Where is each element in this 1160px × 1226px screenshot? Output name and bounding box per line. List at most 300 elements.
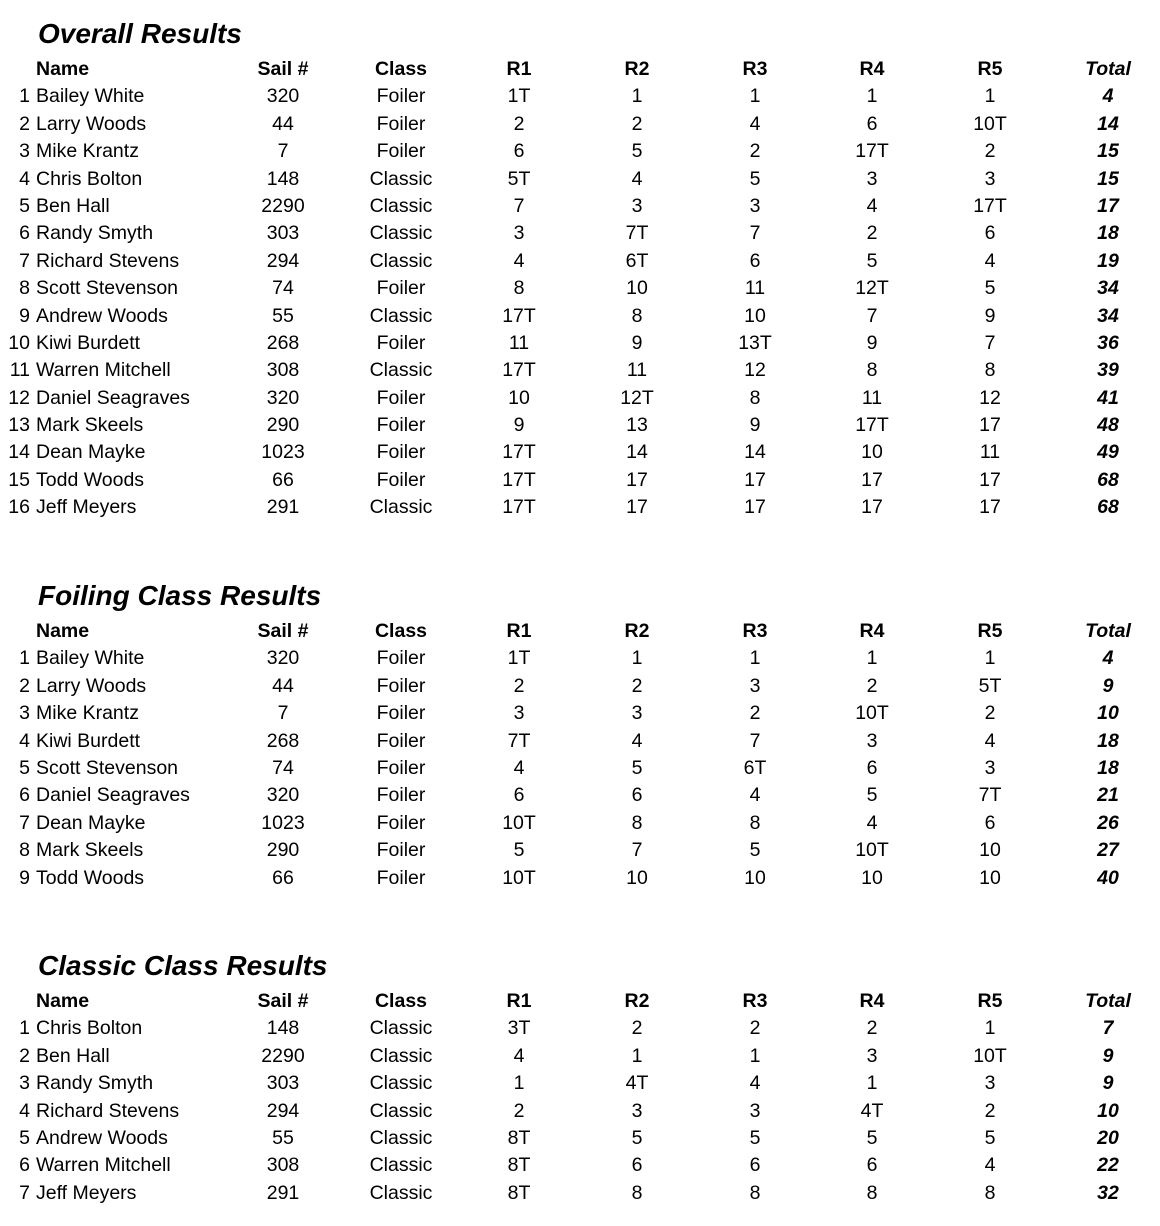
race-3-score: 10 xyxy=(744,304,766,327)
total-points: 9 xyxy=(1102,674,1114,697)
race-5-score: 10 xyxy=(979,866,1001,889)
race-1-score: 4 xyxy=(513,1044,525,1067)
total-points: 27 xyxy=(1097,839,1119,862)
race-3-score: 8 xyxy=(749,811,761,834)
sailor-name: Randy Smyth xyxy=(36,222,154,245)
race-1-score: 3T xyxy=(507,1017,531,1040)
table-row xyxy=(0,83,1160,110)
results-table xyxy=(0,56,1160,522)
position: 7 xyxy=(19,811,30,834)
sail-number: 291 xyxy=(266,496,300,519)
boat-class: Classic xyxy=(369,222,433,245)
table-row xyxy=(0,303,1160,330)
table-row xyxy=(0,837,1160,864)
boat-class: Classic xyxy=(369,167,433,190)
race-3-score: 7 xyxy=(749,729,761,752)
total-points: 19 xyxy=(1097,249,1119,272)
race-5-score: 5 xyxy=(984,277,996,300)
boat-class: Classic xyxy=(369,1154,433,1177)
total-points: 32 xyxy=(1097,1181,1119,1204)
sailor-name: Dean Mayke xyxy=(36,811,146,834)
boat-class: Classic xyxy=(369,1126,433,1149)
total-points: 36 xyxy=(1097,331,1119,354)
race-4-score: 4 xyxy=(866,194,878,217)
race-4-score: 2 xyxy=(866,1017,878,1040)
total-points: 7 xyxy=(1102,1017,1114,1040)
sail-number: 148 xyxy=(266,167,300,190)
boat-class: Foiler xyxy=(376,112,426,135)
position: 3 xyxy=(19,140,30,163)
total-points: 18 xyxy=(1097,729,1119,752)
position: 8 xyxy=(19,839,30,862)
sailor-name: Ben Hall xyxy=(36,194,110,217)
position: 5 xyxy=(19,756,30,779)
boat-class: Classic xyxy=(369,1044,433,1067)
column-header-name: Name xyxy=(36,58,90,80)
sailor-name: Scott Stevenson xyxy=(36,277,179,300)
sailor-name: Daniel Seagraves xyxy=(36,386,190,409)
sailor-name: Chris Bolton xyxy=(36,167,143,190)
sail-number: 74 xyxy=(272,756,294,779)
column-header-r5: R5 xyxy=(977,620,1003,642)
sailor-name: Daniel Seagraves xyxy=(36,784,190,807)
boat-class: Foiler xyxy=(376,85,426,108)
race-3-score: 11 xyxy=(744,277,766,300)
race-3-score: 8 xyxy=(749,1181,761,1204)
boat-class: Foiler xyxy=(376,441,426,464)
race-1-score: 10T xyxy=(502,866,536,889)
race-1-score: 8T xyxy=(507,1126,531,1149)
race-3-score: 3 xyxy=(749,674,761,697)
column-header-name: Name xyxy=(36,990,90,1012)
section-title: Foiling Class Results xyxy=(38,580,322,611)
race-2-score: 11 xyxy=(626,359,648,382)
sail-number: 320 xyxy=(266,647,300,670)
race-1-score: 2 xyxy=(513,1099,525,1122)
race-4-score: 17T xyxy=(855,414,889,437)
sail-number: 55 xyxy=(272,1126,294,1149)
sailor-name: Richard Stevens xyxy=(36,249,180,272)
boat-class: Foiler xyxy=(376,468,426,491)
race-5-score: 7 xyxy=(984,331,996,354)
table-header-row xyxy=(0,988,1160,1015)
sail-number: 74 xyxy=(272,277,294,300)
position: 2 xyxy=(19,112,30,135)
race-5-score: 9 xyxy=(984,304,996,327)
race-2-score: 8 xyxy=(631,811,643,834)
boat-class: Classic xyxy=(369,1099,433,1122)
column-header-r3: R3 xyxy=(742,620,768,642)
race-1-score: 1T xyxy=(507,647,531,670)
sail-number: 308 xyxy=(266,1154,300,1177)
sail-number: 294 xyxy=(266,249,300,272)
boat-class: Foiler xyxy=(376,866,426,889)
race-5-score: 1 xyxy=(984,85,996,108)
race-3-score: 2 xyxy=(749,140,761,163)
sail-number: 2290 xyxy=(261,1044,305,1067)
boat-class: Foiler xyxy=(376,331,426,354)
table-row xyxy=(0,220,1160,247)
race-4-score: 1 xyxy=(866,85,878,108)
position: 3 xyxy=(19,702,30,725)
column-header-r2: R2 xyxy=(624,990,650,1012)
column-header-total: Total xyxy=(1085,58,1131,80)
race-5-score: 8 xyxy=(984,359,996,382)
sail-number: 1023 xyxy=(261,811,305,834)
table-row xyxy=(0,166,1160,193)
race-2-score: 6 xyxy=(631,1154,643,1177)
race-3-score: 8 xyxy=(749,386,761,409)
race-2-score: 4 xyxy=(631,167,643,190)
sailor-name: Bailey White xyxy=(36,647,145,670)
race-4-score: 17T xyxy=(855,140,889,163)
race-5-score: 6 xyxy=(984,811,996,834)
boat-class: Foiler xyxy=(376,386,426,409)
race-2-score: 1 xyxy=(631,1044,643,1067)
sailor-name: Kiwi Burdett xyxy=(36,331,141,354)
boat-class: Classic xyxy=(369,194,433,217)
position: 4 xyxy=(19,729,30,752)
position: 12 xyxy=(8,386,30,409)
race-5-score: 17 xyxy=(979,414,1001,437)
race-1-score: 17T xyxy=(502,359,536,382)
boat-class: Foiler xyxy=(376,277,426,300)
race-4-score: 3 xyxy=(866,729,878,752)
boat-class: Foiler xyxy=(376,839,426,862)
race-3-score: 17 xyxy=(744,468,766,491)
race-3-score: 5 xyxy=(749,839,761,862)
race-3-score: 1 xyxy=(749,647,761,670)
column-header-r1: R1 xyxy=(506,58,532,80)
total-points: 17 xyxy=(1097,194,1119,217)
table-row xyxy=(0,330,1160,357)
total-points: 48 xyxy=(1097,414,1119,437)
total-points: 68 xyxy=(1097,496,1119,519)
race-3-score: 2 xyxy=(749,702,761,725)
race-3-score: 10 xyxy=(744,866,766,889)
position: 1 xyxy=(19,85,30,108)
race-3-score: 2 xyxy=(749,1017,761,1040)
sailor-name: Chris Bolton xyxy=(36,1017,143,1040)
table-row xyxy=(0,700,1160,727)
race-1-score: 6 xyxy=(513,784,525,807)
boat-class: Classic xyxy=(369,1017,433,1040)
position: 5 xyxy=(19,1126,30,1149)
race-1-score: 10 xyxy=(508,386,530,409)
section-title: Classic Class Results xyxy=(38,950,328,981)
race-2-score: 10 xyxy=(626,277,648,300)
race-3-score: 6T xyxy=(743,756,767,779)
boat-class: Classic xyxy=(369,1181,433,1204)
sailor-name: Ben Hall xyxy=(36,1044,110,1067)
column-header-r5: R5 xyxy=(977,990,1003,1012)
race-4-score: 17 xyxy=(861,496,883,519)
race-4-score: 11 xyxy=(861,386,883,409)
race-2-score: 8 xyxy=(631,1181,643,1204)
position: 14 xyxy=(8,441,30,464)
race-5-score: 12 xyxy=(979,386,1001,409)
race-5-score: 10T xyxy=(973,112,1007,135)
race-4-score: 3 xyxy=(866,167,878,190)
table-row xyxy=(0,645,1160,672)
position: 4 xyxy=(19,167,30,190)
race-2-score: 1 xyxy=(631,647,643,670)
results-table xyxy=(0,988,1160,1207)
column-header-r1: R1 xyxy=(506,620,532,642)
race-1-score: 17T xyxy=(502,441,536,464)
race-1-score: 8T xyxy=(507,1181,531,1204)
position: 15 xyxy=(8,468,30,491)
table-row xyxy=(0,755,1160,782)
race-4-score: 6 xyxy=(866,1154,878,1177)
race-3-score: 6 xyxy=(749,249,761,272)
total-points: 20 xyxy=(1097,1126,1119,1149)
boat-class: Classic xyxy=(369,496,433,519)
race-1-score: 2 xyxy=(513,674,525,697)
sailor-name: Richard Stevens xyxy=(36,1099,180,1122)
race-5-score: 4 xyxy=(984,729,996,752)
boat-class: Foiler xyxy=(376,702,426,725)
race-1-score: 7 xyxy=(513,194,525,217)
race-5-score: 11 xyxy=(979,441,1001,464)
position: 1 xyxy=(19,647,30,670)
sail-number: 291 xyxy=(266,1181,300,1204)
position: 2 xyxy=(19,1044,30,1067)
race-1-score: 3 xyxy=(513,222,525,245)
boat-class: Foiler xyxy=(376,811,426,834)
race-2-score: 8 xyxy=(631,304,643,327)
sailor-name: Bailey White xyxy=(36,85,145,108)
race-4-score: 5 xyxy=(866,784,878,807)
column-header-r4: R4 xyxy=(859,990,885,1012)
race-2-score: 2 xyxy=(631,112,643,135)
race-2-score: 17 xyxy=(626,468,648,491)
race-2-score: 4 xyxy=(631,729,643,752)
sail-number: 268 xyxy=(266,331,300,354)
race-5-score: 2 xyxy=(984,1099,996,1122)
race-5-score: 7T xyxy=(978,784,1002,807)
column-header-r2: R2 xyxy=(624,620,650,642)
race-1-score: 3 xyxy=(513,702,525,725)
race-2-score: 3 xyxy=(631,194,643,217)
position: 9 xyxy=(19,304,30,327)
race-3-score: 4 xyxy=(749,784,761,807)
race-3-score: 5 xyxy=(749,1126,761,1149)
sailor-name: Jeff Meyers xyxy=(36,496,137,519)
position: 13 xyxy=(8,414,30,437)
table-row xyxy=(0,1043,1160,1070)
table-row xyxy=(0,412,1160,439)
race-1-score: 2 xyxy=(513,112,525,135)
race-4-score: 1 xyxy=(866,1072,878,1095)
total-points: 10 xyxy=(1097,702,1119,725)
column-header-sail: Sail # xyxy=(257,990,309,1012)
results-table xyxy=(0,618,1160,892)
table-row xyxy=(0,248,1160,275)
race-2-score: 3 xyxy=(631,1099,643,1122)
race-4-score: 9 xyxy=(866,331,878,354)
race-2-score: 9 xyxy=(631,331,643,354)
sailor-name: Mike Krantz xyxy=(36,702,139,725)
race-2-score: 7T xyxy=(625,222,649,245)
table-row xyxy=(0,728,1160,755)
sailor-name: Larry Woods xyxy=(36,112,147,135)
race-2-score: 4T xyxy=(625,1072,649,1095)
table-row xyxy=(0,494,1160,521)
race-4-score: 2 xyxy=(866,674,878,697)
sailor-name: Randy Smyth xyxy=(36,1072,154,1095)
race-3-score: 1 xyxy=(749,85,761,108)
position: 7 xyxy=(19,1181,30,1204)
table-row xyxy=(0,1098,1160,1125)
race-3-score: 1 xyxy=(749,1044,761,1067)
race-4-score: 17 xyxy=(861,468,883,491)
position: 6 xyxy=(19,784,30,807)
boat-class: Foiler xyxy=(376,414,426,437)
sailor-name: Mike Krantz xyxy=(36,140,139,163)
race-3-score: 4 xyxy=(749,1072,761,1095)
race-2-score: 10 xyxy=(626,866,648,889)
race-5-score: 2 xyxy=(984,702,996,725)
sailor-name: Andrew Woods xyxy=(36,1126,168,1149)
table-row xyxy=(0,1180,1160,1207)
race-3-score: 7 xyxy=(749,222,761,245)
section-title: Overall Results xyxy=(38,18,242,49)
race-2-score: 6T xyxy=(625,249,649,272)
race-4-score: 6 xyxy=(866,756,878,779)
race-2-score: 2 xyxy=(631,674,643,697)
boat-class: Foiler xyxy=(376,729,426,752)
race-3-score: 4 xyxy=(749,112,761,135)
race-1-score: 1T xyxy=(507,85,531,108)
race-3-score: 17 xyxy=(744,496,766,519)
position: 16 xyxy=(8,496,30,519)
total-points: 26 xyxy=(1097,811,1119,834)
column-header-name: Name xyxy=(36,620,90,642)
race-1-score: 11 xyxy=(508,331,530,354)
table-row xyxy=(0,193,1160,220)
race-1-score: 8T xyxy=(507,1154,531,1177)
column-header-r3: R3 xyxy=(742,990,768,1012)
column-header-r4: R4 xyxy=(859,58,885,80)
race-1-score: 10T xyxy=(502,811,536,834)
race-2-score: 17 xyxy=(626,496,648,519)
race-5-score: 1 xyxy=(984,1017,996,1040)
race-1-score: 17T xyxy=(502,496,536,519)
race-1-score: 4 xyxy=(513,249,525,272)
position: 9 xyxy=(19,866,30,889)
race-4-score: 7 xyxy=(866,304,878,327)
boat-class: Classic xyxy=(369,1072,433,1095)
race-5-score: 10T xyxy=(973,1044,1007,1067)
sail-number: 308 xyxy=(266,359,300,382)
table-row xyxy=(0,810,1160,837)
table-row xyxy=(0,782,1160,809)
sailor-name: Larry Woods xyxy=(36,674,147,697)
race-2-score: 2 xyxy=(631,1017,643,1040)
race-5-score: 4 xyxy=(984,249,996,272)
sail-number: 55 xyxy=(272,304,294,327)
race-2-score: 6 xyxy=(631,784,643,807)
race-4-score: 10T xyxy=(855,839,889,862)
sail-number: 66 xyxy=(272,866,294,889)
table-row xyxy=(0,467,1160,494)
sail-number: 1023 xyxy=(261,441,305,464)
column-header-class: Class xyxy=(374,990,428,1012)
sailor-name: Mark Skeels xyxy=(36,839,144,862)
boat-class: Classic xyxy=(369,249,433,272)
race-3-score: 3 xyxy=(749,1099,761,1122)
total-points: 15 xyxy=(1097,140,1119,163)
total-points: 18 xyxy=(1097,222,1119,245)
column-header-sail: Sail # xyxy=(257,620,309,642)
position: 4 xyxy=(19,1099,30,1122)
total-points: 34 xyxy=(1097,277,1119,300)
race-5-score: 3 xyxy=(984,756,996,779)
total-points: 41 xyxy=(1097,386,1119,409)
sail-number: 7 xyxy=(277,140,289,163)
total-points: 34 xyxy=(1097,304,1119,327)
sail-number: 294 xyxy=(266,1099,300,1122)
position: 3 xyxy=(19,1072,30,1095)
sail-number: 66 xyxy=(272,468,294,491)
table-row xyxy=(0,111,1160,138)
race-1-score: 7T xyxy=(507,729,531,752)
sail-number: 148 xyxy=(266,1017,300,1040)
position: 1 xyxy=(19,1017,30,1040)
boat-class: Foiler xyxy=(376,674,426,697)
column-header-r1: R1 xyxy=(506,990,532,1012)
total-points: 14 xyxy=(1097,112,1119,135)
race-4-score: 8 xyxy=(866,359,878,382)
race-5-score: 3 xyxy=(984,167,996,190)
table-row xyxy=(0,439,1160,466)
total-points: 9 xyxy=(1102,1044,1114,1067)
sail-number: 2290 xyxy=(261,194,305,217)
total-points: 68 xyxy=(1097,468,1119,491)
sailor-name: Jeff Meyers xyxy=(36,1181,137,1204)
race-4-score: 4 xyxy=(866,811,878,834)
table-row xyxy=(0,138,1160,165)
race-2-score: 3 xyxy=(631,702,643,725)
table-row xyxy=(0,1152,1160,1179)
table-row xyxy=(0,673,1160,700)
sail-number: 303 xyxy=(266,1072,300,1095)
race-4-score: 4T xyxy=(860,1099,884,1122)
race-5-score: 17 xyxy=(979,496,1001,519)
sail-number: 44 xyxy=(272,674,294,697)
race-2-score: 5 xyxy=(631,140,643,163)
race-4-score: 8 xyxy=(866,1181,878,1204)
race-4-score: 10 xyxy=(861,441,883,464)
total-points: 4 xyxy=(1102,647,1114,670)
sail-number: 320 xyxy=(266,85,300,108)
race-5-score: 10 xyxy=(979,839,1001,862)
table-row xyxy=(0,275,1160,302)
boat-class: Foiler xyxy=(376,140,426,163)
column-header-total: Total xyxy=(1085,620,1131,642)
column-header-class: Class xyxy=(374,620,428,642)
total-points: 10 xyxy=(1097,1099,1119,1122)
total-points: 18 xyxy=(1097,756,1119,779)
sailor-name: Andrew Woods xyxy=(36,304,168,327)
race-2-score: 14 xyxy=(626,441,648,464)
column-header-class: Class xyxy=(374,58,428,80)
race-4-score: 10 xyxy=(861,866,883,889)
column-header-sail: Sail # xyxy=(257,58,309,80)
race-4-score: 6 xyxy=(866,112,878,135)
race-5-score: 6 xyxy=(984,222,996,245)
